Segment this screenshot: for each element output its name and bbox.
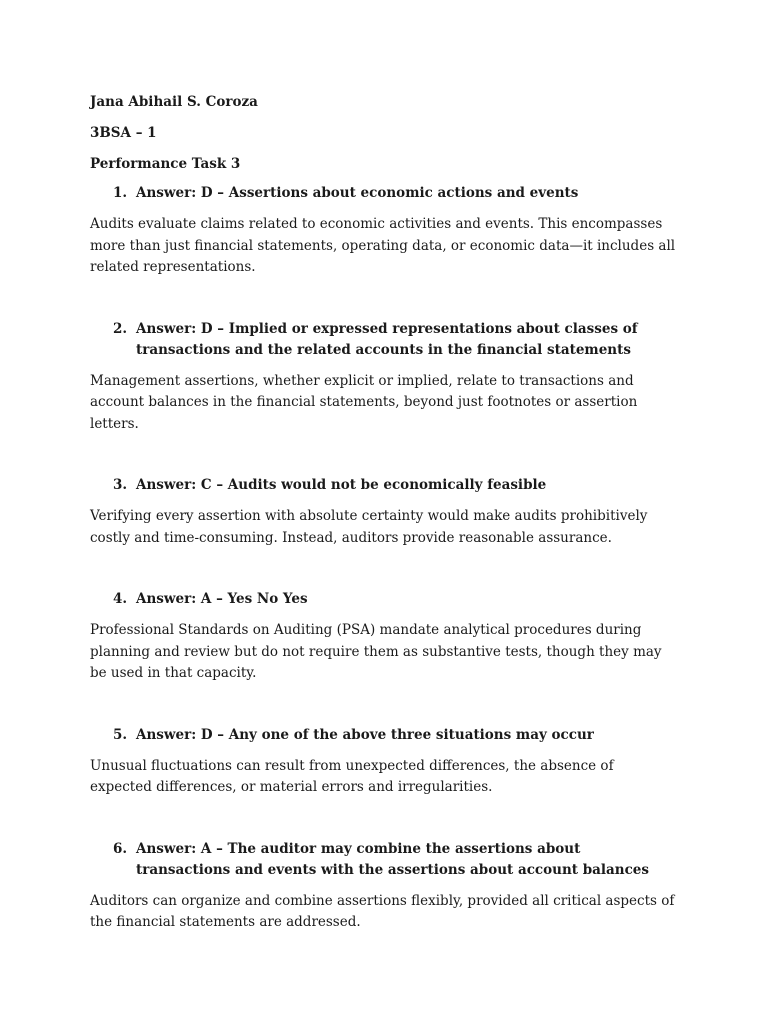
answer-choice: Answer: D – Any one of the above three situations may occur	[136, 726, 594, 743]
answer-explanation: Auditors can organize and combine assertions flexibly, provided all critical aspects of the financial statements are addressed.	[90, 892, 675, 930]
answer-number: 5.	[113, 726, 128, 743]
answer-item-6	[90, 839, 678, 934]
answer-choice: Answer: A – The auditor may combine the assertions about transactions and events with the assertions about account balances	[136, 840, 649, 878]
answer-heading	[90, 839, 678, 881]
answer-choice: Answer: D – Implied or expressed representations about classes of transactions and the related accounts in the financial statements	[136, 320, 638, 358]
answer-heading	[90, 589, 678, 610]
answer-explanation: Verifying every assertion with absolute certainty would make audits prohibitively costly and time-consuming. Instead, auditors provide reasonable assurance.	[90, 508, 648, 546]
answer-item-3	[90, 475, 678, 549]
answer-explanation: Management assertions, whether explicit or implied, relate to transactions and account balances in the financial statements, beyond just footnotes or assertion letters.	[90, 372, 638, 432]
section-label: 3BSA – 1	[90, 125, 157, 141]
answer-item-5	[90, 725, 678, 799]
task-title: Performance Task 3	[90, 156, 241, 172]
answer-number: 1.	[113, 185, 128, 201]
answer-number: 6.	[113, 840, 128, 857]
answer-heading	[90, 183, 678, 204]
answer-choice: Answer: C – Audits would not be economically feasible	[136, 477, 547, 493]
answer-item-4	[90, 589, 678, 685]
answer-number: 2.	[113, 320, 128, 337]
answer-explanation: Professional Standards on Auditing (PSA) mandate analytical procedures during planning and review but do not require them as substantive tests, though they may be used in that capacity.	[90, 622, 662, 681]
answer-item-1	[90, 183, 678, 279]
answer-choice: Answer: D – Assertions about economic actions and events	[136, 185, 579, 201]
answer-heading	[90, 319, 678, 361]
answer-heading	[90, 475, 678, 496]
answer-number: 4.	[113, 591, 128, 607]
answer-number: 3.	[113, 477, 128, 493]
student-name: Jana Abihail S. Coroza	[90, 94, 258, 110]
answers-list	[90, 183, 678, 934]
answer-choice: Answer: A – Yes No Yes	[136, 591, 308, 607]
answer-heading	[90, 725, 678, 746]
answer-explanation: Unusual fluctuations can result from unexpected differences, the absence of expected differences, or material errors and irregularities.	[90, 757, 614, 795]
answer-item-2	[90, 319, 678, 436]
answer-explanation: Audits evaluate claims related to economic activities and events. This encompasses more than just financial statements, operating data, or economic data—it includes all related representations.	[90, 216, 676, 275]
